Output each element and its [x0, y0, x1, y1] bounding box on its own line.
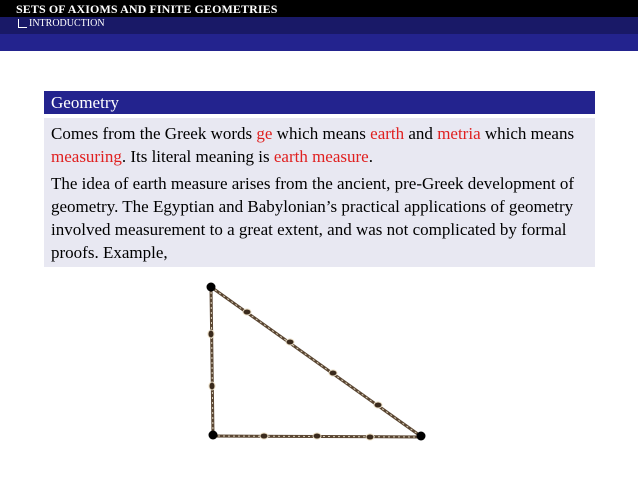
- section-title: INTRODUCTION: [29, 18, 105, 29]
- text-run: Comes from the Greek words: [51, 124, 257, 143]
- paragraph-history: The idea of earth measure arises from the ancient, pre-Greek development of geometry. The Egyptian and Babylonian’s practical applications of geometry involved measurement to a great extent, and was not complicated by formal proofs. Example,: [51, 174, 574, 262]
- text-run: .: [368, 147, 373, 166]
- knot: [329, 370, 337, 376]
- block-title: Geometry: [44, 91, 595, 114]
- header-bottom-bar: [0, 34, 638, 51]
- block-body: [44, 118, 595, 267]
- highlight-metria: metria: [437, 124, 481, 143]
- text-run: which means: [272, 124, 371, 143]
- highlight-ge: ge: [256, 124, 273, 143]
- corner-stake: [209, 431, 218, 440]
- knot: [374, 402, 382, 408]
- knot: [209, 382, 215, 390]
- knot: [313, 433, 321, 439]
- highlight-earth: earth: [370, 124, 405, 143]
- knot: [208, 330, 214, 338]
- corner-stake: [207, 283, 216, 292]
- paragraph-etymology: [51, 122, 588, 168]
- rope-triangle-drawing: [196, 276, 436, 448]
- highlight-measuring: measuring: [51, 147, 122, 166]
- definition-block: [44, 91, 595, 267]
- highlight-earth-measure: earth measure: [273, 147, 369, 166]
- knot: [366, 434, 374, 440]
- presentation-title: SETS OF AXIOMS AND FINITE GEOMETRIES: [16, 2, 278, 16]
- text-run: and: [404, 124, 438, 143]
- section-tree-icon: [18, 19, 27, 28]
- knot: [260, 433, 268, 439]
- text-run: . Its literal meaning is: [121, 147, 274, 166]
- corner-stake: [417, 432, 426, 441]
- knot: [286, 339, 294, 345]
- slide-header: [0, 0, 638, 51]
- knot: [243, 309, 251, 315]
- text-run: which means: [480, 124, 575, 143]
- knotted-rope-triangle-icon: [196, 276, 436, 448]
